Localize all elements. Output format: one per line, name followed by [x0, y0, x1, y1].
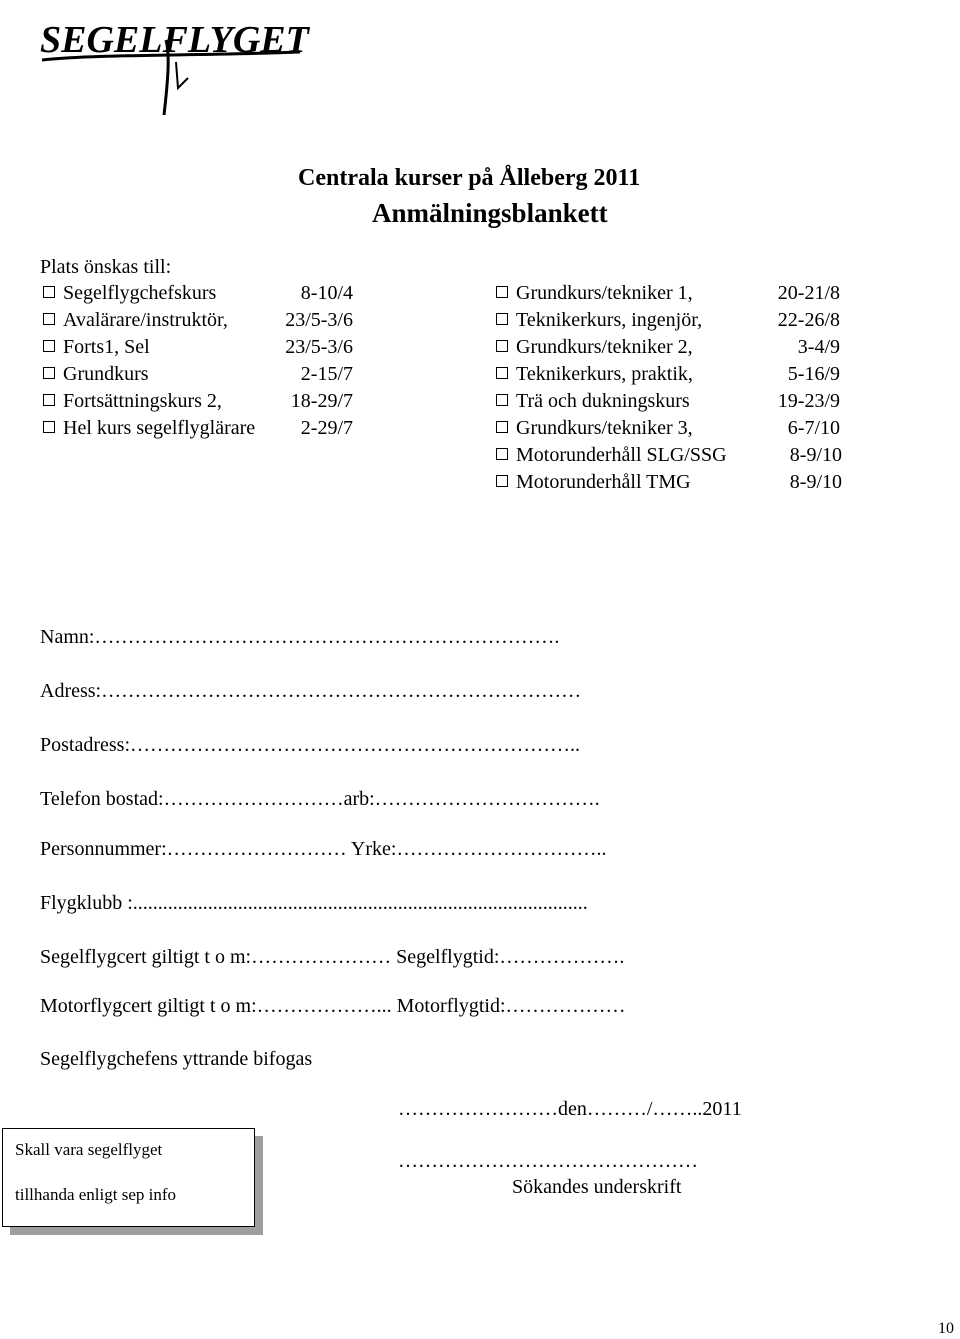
page-title: Centrala kurser på Ålleberg 2011: [298, 165, 641, 191]
course-option[interactable]: Grundkurs/tekniker 1, 20-21/8: [496, 282, 842, 305]
checkbox-icon[interactable]: [496, 313, 508, 325]
course-option[interactable]: Grundkurs 2-15/7: [43, 363, 355, 386]
flygklubb-field[interactable]: Flygklubb :...........................................................................................: [40, 892, 588, 914]
motorflygcert-field[interactable]: Motorflygcert giltigt t o m:………………... Motorflygtid:………………: [40, 995, 626, 1017]
course-option[interactable]: Trä och dukningskurs 19-23/9: [496, 390, 842, 413]
course-option[interactable]: Motorunderhåll SLG/SSG 8-9/10: [496, 444, 842, 467]
checkbox-icon[interactable]: [43, 286, 55, 298]
checkbox-icon[interactable]: [496, 394, 508, 406]
checkbox-icon[interactable]: [496, 340, 508, 352]
course-option[interactable]: Grundkurs/tekniker 2, 3-4/9: [496, 336, 842, 359]
checkbox-icon[interactable]: [496, 475, 508, 487]
yttrande-text: Segelflygchefens yttrande bifogas: [40, 1048, 313, 1070]
course-option[interactable]: Avalärare/instruktör, 23/5-3/6: [43, 309, 355, 332]
info-box: [2, 1128, 255, 1227]
course-option[interactable]: Segelflygchefskurs 8-10/4: [43, 282, 355, 305]
segelflygcert-field[interactable]: Segelflygcert giltigt t o m:………………… Segelflygtid:……………….: [40, 946, 625, 968]
checkbox-icon[interactable]: [496, 448, 508, 460]
telefon-field[interactable]: Telefon bostad:………………………arb:…………………………….: [40, 788, 600, 810]
course-option[interactable]: Grundkurs/tekniker 3, 6-7/10: [496, 417, 842, 440]
postadress-field[interactable]: Postadress:…………………………………………………………..: [40, 734, 580, 756]
signature-line[interactable]: ………………………………………: [398, 1150, 698, 1172]
courses-label: Plats önskas till:: [40, 256, 172, 278]
course-option[interactable]: Motorunderhåll TMG 8-9/10: [496, 471, 842, 494]
personnummer-field[interactable]: Personnummer:……………………… Yrke:…………………………..: [40, 838, 607, 860]
page-number: 10: [938, 1320, 954, 1337]
page-subtitle: Anmälningsblankett: [372, 198, 608, 228]
adress-field[interactable]: Adress:………………………………………………………………: [40, 680, 582, 702]
course-option[interactable]: Teknikerkurs, praktik, 5-16/9: [496, 363, 842, 386]
logo-text: SEGELFLYGET: [40, 19, 309, 61]
course-option[interactable]: Hel kurs segelflyglärare 2-29/7: [43, 417, 355, 440]
course-option[interactable]: Teknikerkurs, ingenjör, 22-26/8: [496, 309, 842, 332]
checkbox-icon[interactable]: [43, 394, 55, 406]
checkbox-icon[interactable]: [43, 340, 55, 352]
checkbox-icon[interactable]: [496, 421, 508, 433]
signature-caption: Sökandes underskrift: [512, 1176, 682, 1198]
checkbox-icon[interactable]: [496, 367, 508, 379]
checkbox-icon[interactable]: [43, 313, 55, 325]
checkbox-icon[interactable]: [43, 421, 55, 433]
checkbox-icon[interactable]: [43, 367, 55, 379]
checkbox-icon[interactable]: [496, 286, 508, 298]
course-option[interactable]: Forts1, Sel 23/5-3/6: [43, 336, 355, 359]
info-box-line2: tillhanda enligt sep info: [15, 1185, 176, 1204]
course-option[interactable]: Fortsättningskurs 2, 18-29/7: [43, 390, 355, 413]
info-box-line1: Skall vara segelflyget: [15, 1140, 163, 1159]
signature-date-line[interactable]: ……………………den………/……..2011: [398, 1098, 742, 1120]
namn-field[interactable]: Namn:…………………………………………………………….: [40, 626, 560, 648]
